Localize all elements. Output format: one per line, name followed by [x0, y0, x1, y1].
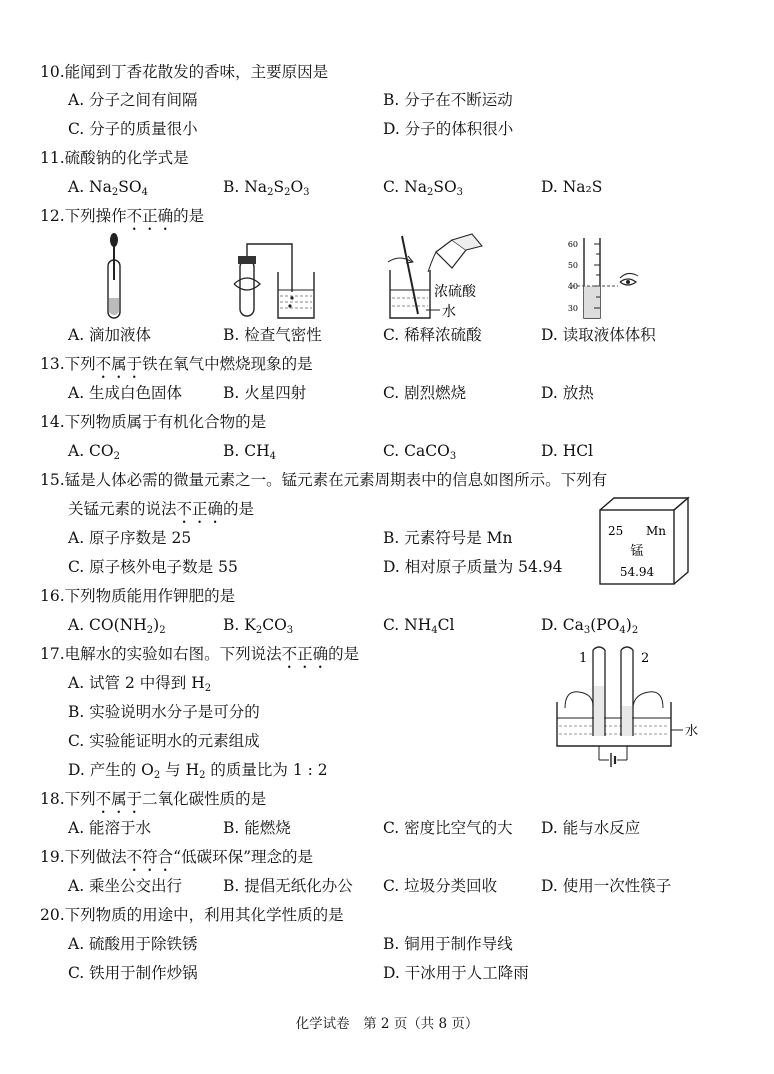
- q12-option-d: D. 读取液体体积: [541, 326, 656, 344]
- q10-option-a: A. 分子之间有间隔: [68, 91, 198, 109]
- q13-option-b: B. 火星四射: [223, 384, 307, 402]
- question-10-stem: 10.能闻到丁香花散发的香味，主要原因是: [40, 63, 329, 81]
- cell-atomic-number: 25: [608, 524, 624, 538]
- q12-option-c: C. 稀释浓硫酸: [383, 326, 482, 344]
- q20-option-b: B. 铜用于制作导线: [383, 935, 513, 953]
- q16-option-c: C. $NH_4Cl$: [383, 616, 455, 636]
- q12-option-b: B. 检查气密性: [223, 326, 322, 344]
- figure-reading-volume: [562, 232, 652, 324]
- figure-dropping-liquid: [95, 232, 135, 322]
- figure-diluting-acid: [382, 232, 492, 324]
- question-15-stem-line2: 关锰元素的说法不正确的是: [68, 500, 255, 518]
- q19-option-d: D. 使用一次性筷子: [541, 877, 672, 895]
- tube-2-label: 2: [641, 651, 650, 666]
- q11-option-b: B. $Na_2S_2O_3$: [223, 178, 310, 198]
- q16-option-b: B. $K_2CO_3$: [223, 616, 294, 636]
- q20-option-c: C. 铁用于制作炒锅: [68, 964, 198, 982]
- question-20-stem: 20.下列物质的用途中，利用其化学性质的是: [40, 906, 344, 924]
- q20-option-a: A. 硫酸用于除铁锈: [68, 935, 198, 953]
- q13-option-d: D. 放热: [541, 384, 594, 402]
- page-footer: 化学试卷 第 2 页（共 8 页）: [295, 1016, 479, 1032]
- tick-label: 40: [567, 282, 578, 291]
- q11-option-d: D. Na₂S: [541, 178, 603, 196]
- question-17-stem: 17.电解水的实验如右图。下列说法不正确的是: [40, 645, 360, 663]
- q18-option-c: C. 密度比空气的大: [383, 819, 513, 837]
- q10-option-d: D. 分子的体积很小: [383, 120, 514, 138]
- question-16-stem: 16.下列物质能用作钾肥的是: [40, 587, 236, 605]
- tick-label: 30: [567, 304, 578, 313]
- figure-airtightness-check: [230, 232, 320, 322]
- tick-label: 60: [567, 240, 578, 249]
- q15-option-b: B. 元素符号是 Mn: [383, 529, 513, 547]
- q20-option-d: D. 干冰用于人工降雨: [383, 964, 529, 982]
- question-18-stem: 18.下列不属于二氧化碳性质的是: [40, 790, 267, 808]
- q14-option-b: B. $CH_4$: [223, 442, 276, 462]
- q17-option-c: C. 实验能证明水的元素组成: [68, 732, 260, 750]
- question-19-stem: 19.下列做法不符合“低碳环保”理念的是: [40, 848, 314, 866]
- cell-atomic-mass: 54.94: [619, 565, 655, 579]
- q17-option-b: B. 实验说明水分子是可分的: [68, 703, 260, 721]
- q17-option-d: D. 产生的 $O_2$ 与 $H_2$ 的质量比为 1 : 2: [68, 761, 328, 781]
- q12-option-a: A. 滴加液体: [68, 326, 152, 344]
- q15-option-d: D. 相对原子质量为 54.94: [383, 558, 563, 576]
- q15-option-a: A. 原子序数是 25: [68, 529, 192, 547]
- water-label: 水: [685, 724, 699, 739]
- tick-label: 50: [567, 261, 578, 270]
- q16-option-d: D. $Ca_3(PO_4)_2$: [541, 616, 639, 636]
- q16-option-a: A. $CO(NH_2)_2$: [68, 616, 166, 636]
- q19-option-c: C. 垃圾分类回收: [383, 877, 498, 895]
- label-water: 水: [442, 304, 456, 320]
- q14-option-d: D. HCl: [541, 442, 594, 460]
- question-15-stem-line1: 15.锰是人体必需的微量元素之一。锰元素在元素周期表中的信息如图所示。下列有: [40, 471, 608, 489]
- tube-1-label: 1: [579, 651, 588, 666]
- question-12-stem: 12.下列操作不正确的是: [40, 207, 205, 225]
- question-13-stem: 13.下列不属于铁在氧气中燃烧现象的是: [40, 355, 313, 373]
- q19-option-b: B. 提倡无纸化办公: [223, 877, 353, 895]
- q18-option-d: D. 能与水反应: [541, 819, 641, 837]
- q10-option-c: C. 分子的质量很小: [68, 120, 198, 138]
- cell-symbol: Mn: [645, 524, 666, 538]
- q11-option-a: A. $Na_2SO_4$: [68, 178, 148, 198]
- q18-option-b: B. 能燃烧: [223, 819, 291, 837]
- q15-option-c: C. 原子核外电子数是 55: [68, 558, 238, 576]
- q17-option-a: A. 试管 2 中得到 $H_2$: [68, 674, 212, 694]
- cell-name: 锰: [630, 544, 644, 559]
- figure-element-cell: [598, 496, 698, 588]
- q14-option-a: A. $CO_2$: [68, 442, 120, 462]
- q11-option-c: C. $Na_2SO_3$: [383, 178, 464, 198]
- q13-option-a: A. 生成白色固体: [68, 384, 183, 402]
- q10-option-b: B. 分子在不断运动: [383, 91, 513, 109]
- question-14-stem: 14.下列物质属于有机化合物的是: [40, 413, 267, 431]
- label-concentrated-acid: 浓硫酸: [434, 284, 476, 300]
- q13-option-c: C. 剧烈燃烧: [383, 384, 467, 402]
- q19-option-a: A. 乘坐公交出行: [68, 877, 183, 895]
- figure-electrolysis: [555, 646, 705, 772]
- q18-option-a: A. 能溶于水: [68, 819, 152, 837]
- q14-option-c: C. CaCO$_3$: [383, 442, 457, 462]
- question-11-stem: 11.硫酸钠的化学式是: [40, 149, 189, 167]
